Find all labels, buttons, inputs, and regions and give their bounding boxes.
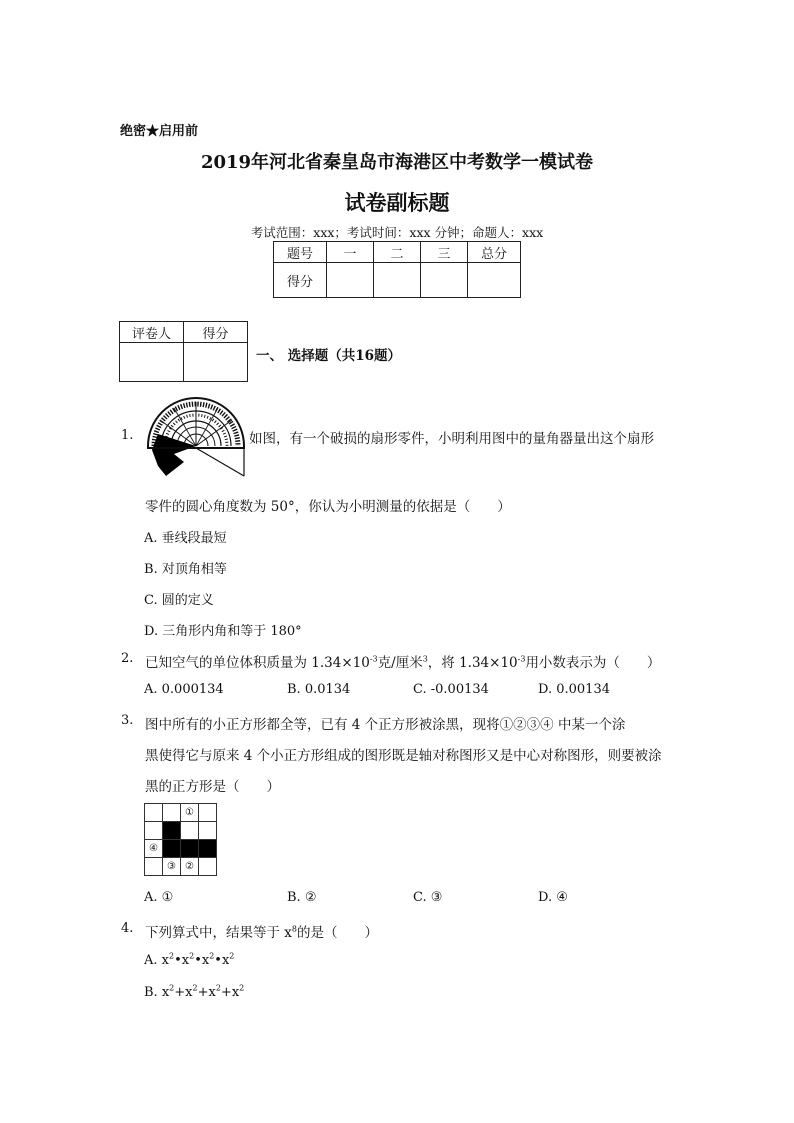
exam-info: 考试范围：xxx；考试时间：xxx 分钟；命题人：xxx: [250, 225, 544, 240]
term: •x: [174, 953, 190, 968]
option-b[interactable]: B. 对顶角相等: [144, 562, 227, 577]
option-a[interactable]: A. 0.000134: [144, 682, 224, 697]
protractor-figure: [144, 392, 248, 478]
exponent: 2: [215, 983, 221, 993]
question-1-line-2: 零件的圆心角度数为 50°，你认为小明测量的依据是（ ）: [145, 499, 511, 515]
term: x: [161, 953, 169, 968]
option-d[interactable]: D. 0.00134: [538, 682, 610, 697]
score-header-cell: 一: [327, 242, 374, 263]
question-4-part: 的是（ ）: [297, 925, 378, 941]
term: +x: [220, 985, 240, 1000]
option-a[interactable]: A. ①: [144, 890, 174, 905]
question-3-line-2: 黑使得它与原来 4 个小正方形组成的图形既是轴对称图形又是中心对称图形，则要被涂: [145, 748, 662, 764]
grid-cell-black: [163, 840, 181, 858]
section-title: 一、 选择题（共16题）: [256, 348, 401, 364]
grid-cell-black: [163, 822, 181, 840]
grid-cell: [199, 804, 217, 822]
term: x: [161, 985, 170, 1000]
option-a[interactable]: A. 垂线段最短: [144, 531, 227, 546]
grid-cell: [145, 858, 163, 876]
term: +x: [174, 985, 193, 1000]
option-a[interactable]: [144, 953, 234, 968]
grid-cell-2: ②: [181, 858, 199, 876]
question-1-line-1: 如图，有一个破损的扇形零件，小明利用图中的量角器量出这个扇形: [249, 431, 654, 447]
score-cell[interactable]: [327, 263, 374, 298]
exponent: 2: [192, 983, 198, 993]
option-c[interactable]: C. -0.00134: [413, 682, 489, 697]
term: •x: [214, 953, 230, 968]
option-c[interactable]: C. ③: [413, 890, 443, 905]
exponent: 2: [239, 983, 245, 993]
grader-table: [119, 321, 248, 382]
grid-cell-black: [199, 840, 217, 858]
grader-cell[interactable]: [184, 343, 248, 382]
exponent: -3: [517, 654, 526, 664]
exponent: 8: [291, 924, 297, 934]
exponent: -3: [369, 654, 378, 664]
question-2-part: 用小数表示为（ ）: [525, 655, 661, 671]
term: •x: [194, 953, 210, 968]
option-d[interactable]: D. ④: [538, 890, 568, 905]
score-table: [273, 241, 521, 298]
question-number: 4.: [121, 921, 134, 936]
question-3-line-3: 黑的正方形是（ ）: [145, 779, 280, 795]
grid-cell: [199, 822, 217, 840]
grader-header-cell: 评卷人: [120, 322, 184, 343]
grid-cell-1: ①: [181, 804, 199, 822]
option-d[interactable]: D. 三角形内角和等于 180°: [144, 624, 302, 639]
exam-subtitle: 试卷副标题: [344, 190, 450, 215]
option-b[interactable]: B. 0.0134: [287, 682, 351, 697]
score-cell[interactable]: [421, 263, 468, 298]
grid-cell-black: [181, 840, 199, 858]
question-4-text: [145, 921, 378, 941]
exponent: 2: [169, 951, 175, 961]
question-2-part: ，将 1.34×10: [427, 655, 518, 671]
score-header-cell: 二: [374, 242, 421, 263]
question-2-text: [145, 651, 660, 671]
option-b[interactable]: [144, 985, 244, 1000]
exponent: 2: [229, 951, 235, 961]
grid-cell-3: ③: [163, 858, 181, 876]
question-number: 3.: [121, 713, 134, 728]
score-header-cell: 总分: [468, 242, 521, 263]
option-prefix: B.: [144, 985, 162, 1000]
grid-cell: [145, 804, 163, 822]
score-header-cell: 三: [421, 242, 468, 263]
question-4-part: 下列算式中，结果等于 x: [145, 925, 292, 941]
exponent: 2: [189, 951, 195, 961]
square-grid-figure: [144, 803, 217, 876]
question-3-line-1: 图中所有的小正方形都全等，已有 4 个正方形被涂黑，现将①②③④ 中某一个涂: [145, 717, 626, 733]
question-number: 1.: [121, 428, 134, 443]
term: +x: [197, 985, 216, 1000]
score-header-cell: 题号: [274, 242, 327, 263]
grader-cell[interactable]: [120, 343, 184, 382]
question-2-part: 已知空气的单位体积质量为 1.34×10: [145, 655, 370, 671]
score-row-label: 得分: [274, 263, 327, 298]
exponent: 2: [169, 983, 175, 993]
grid-cell: [199, 858, 217, 876]
grid-cell: [181, 822, 199, 840]
grid-cell: [145, 822, 163, 840]
exam-title: 2019年河北省秦皇岛市海港区中考数学一模试卷: [200, 152, 594, 173]
grader-header-cell: 得分: [184, 322, 248, 343]
grid-cell: [163, 804, 181, 822]
exponent: 2: [209, 951, 215, 961]
score-cell[interactable]: [468, 263, 521, 298]
score-cell[interactable]: [374, 263, 421, 298]
exponent: 3: [422, 654, 428, 664]
option-c[interactable]: C. 圆的定义: [144, 593, 214, 608]
grid-cell-4: ④: [145, 840, 163, 858]
confidential-mark: 绝密★启用前: [120, 124, 199, 139]
option-b[interactable]: B. ②: [287, 890, 317, 905]
option-prefix: A.: [144, 953, 162, 968]
question-number: 2.: [121, 651, 134, 666]
question-2-part: 克/厘米: [377, 655, 423, 671]
